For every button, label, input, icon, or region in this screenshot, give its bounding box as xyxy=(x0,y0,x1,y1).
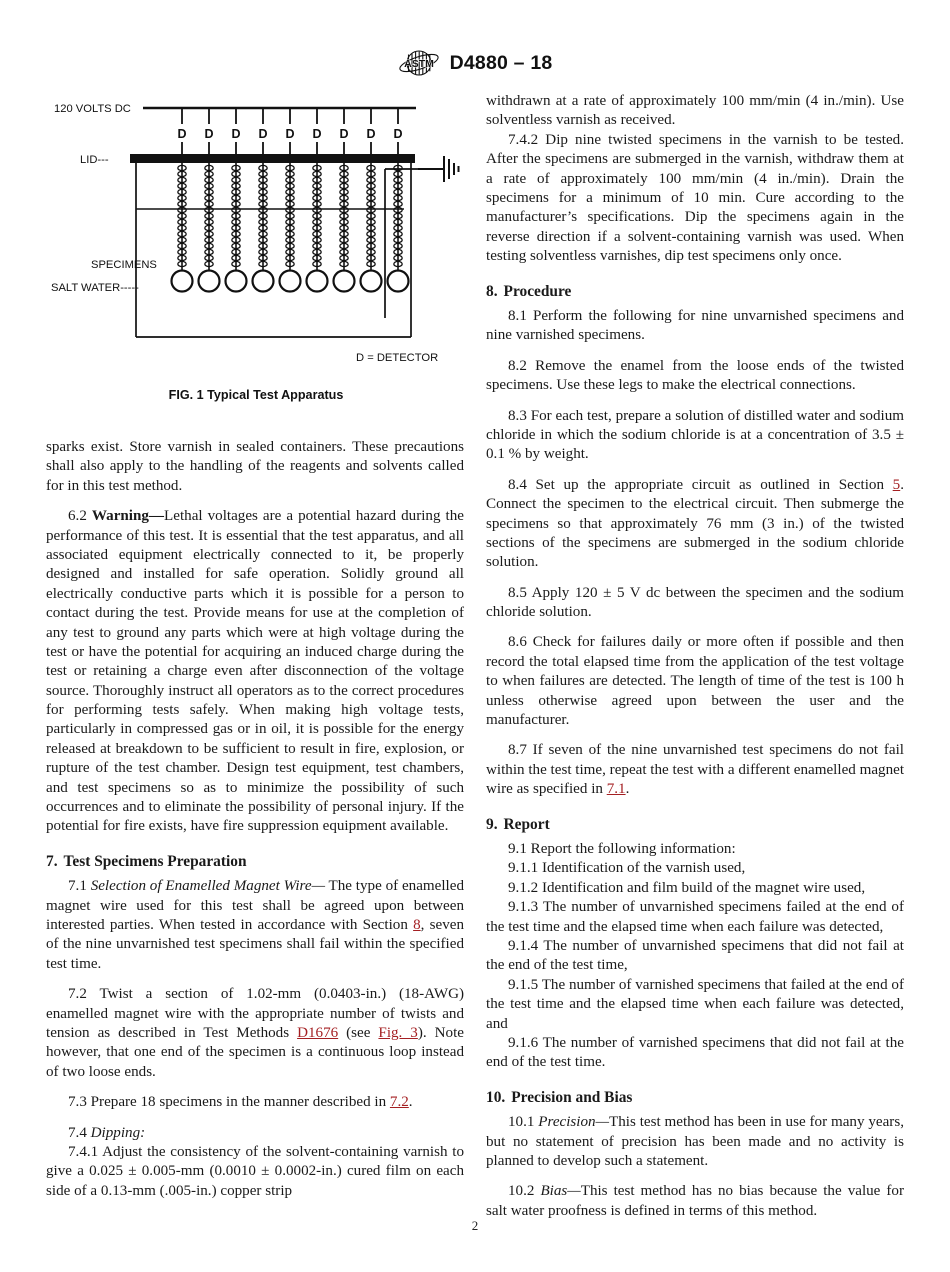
heading-10 xyxy=(486,1089,904,1107)
figure-1 xyxy=(46,92,466,414)
xref-d1676[interactable]: D1676 xyxy=(297,1025,339,1042)
paragraph-text: Identification of the varnish used, xyxy=(538,860,746,877)
paragraph-text: The number of varnished specimens that failed at the end of the test time and the elapsed time when each failure was detected, and xyxy=(486,976,904,1032)
paragraph-number: 8.7 xyxy=(508,742,527,759)
paragraph-text: Twist a section of 1.02-mm (0.0403-in.) (18-AWG) enamelled magnet wire with the appropriate number of twists and tension as described in Test Methods xyxy=(46,986,464,1042)
figure-label-lid: LID--- xyxy=(80,154,109,166)
paragraph-number: 8.4 xyxy=(508,476,527,493)
paragraph-text: The number of unvarnished specimens failed at the end of the test time and the elapsed time when each failure was detected, xyxy=(486,899,904,935)
right-column xyxy=(486,92,904,1221)
heading-8 xyxy=(486,283,904,301)
paragraph-number: 9.1.4 xyxy=(508,938,539,955)
paragraph-text: Dip nine twisted specimens in the varnish to be tested. After the specimens are submerged in the varnish, withdraw them at a rate of approximately 100 mm/min (4 in./min). Drain the specimens for a minimum of 10 min. Cure according to the manufacturer’s specifications. Dip the specimens again in the reverse direction if a solvent-containing varnish was used. When testing solventless varnishes, dip test specimens only once. xyxy=(486,131,904,265)
paragraph-number: 7.1 xyxy=(68,878,87,895)
paragraph-9-1-3 xyxy=(486,898,904,937)
paragraph-7-4 xyxy=(46,1124,464,1143)
warning-label: Warning— xyxy=(91,508,165,525)
page-number: 2 xyxy=(471,1218,479,1233)
paragraph-number: 9.1 xyxy=(508,841,527,858)
paragraph-9-1-1 xyxy=(486,859,904,878)
paragraph-text: Apply 120 ± 5 V dc between the specimen and the sodium chloride solution. xyxy=(486,584,904,621)
paragraph-number: 7.4.1 xyxy=(68,1143,99,1160)
paragraph-6-1-continued: sparks exist. Store varnish in sealed containers. These precautions shall also apply to the handling of the reagents and solvents called for in this test method. xyxy=(46,439,464,494)
figure-label-supply: 120 VOLTS DC xyxy=(54,103,131,115)
paragraph-8-1 xyxy=(486,307,904,346)
heading-7 xyxy=(46,853,464,871)
svg-text:D: D xyxy=(366,127,376,141)
heading-number: 8. xyxy=(486,282,498,300)
svg-text:D: D xyxy=(312,127,322,141)
paragraph-run-in-title: Selection of Enamelled Magnet Wire— xyxy=(90,878,325,895)
paragraph-text: This test method has no bias because the value for salt water proofness is defined in terms of this method. xyxy=(486,1183,905,1219)
paragraph-number: 8.5 xyxy=(508,584,527,601)
paragraph-run-in-title: Dipping: xyxy=(90,1124,146,1141)
paragraph-number: 10.1 xyxy=(508,1114,535,1131)
paragraph-7-3 xyxy=(46,1093,464,1112)
paragraph-text-cont: , seven of the nine unvarnished test specimens shall fail within the specified test time. xyxy=(46,917,464,972)
xref-7-1[interactable]: 7.1 xyxy=(606,781,626,798)
paragraph-8-3 xyxy=(486,407,904,465)
paragraph-number: 9.1.1 xyxy=(508,860,539,877)
paragraph-8-7 xyxy=(486,741,904,799)
paragraph-text: Report the following information: xyxy=(526,841,736,858)
paragraph-8-5 xyxy=(486,584,904,623)
heading-title: Test Specimens Preparation xyxy=(63,852,247,870)
paragraph-text-cont: (see xyxy=(338,1025,379,1042)
paragraph-7-4-2 xyxy=(486,131,904,267)
paragraph-number: 6.2 xyxy=(68,508,87,525)
svg-text:D: D xyxy=(285,127,295,141)
paragraph-text: Adjust the consistency of the solvent-containing varnish to give a 0.025 ± 0.005-mm (0.0010 ± 0.0002-in.) cured film on each side of a 0.13-mm (.005-in.) copper strip xyxy=(46,1143,464,1199)
svg-text:D: D xyxy=(204,127,214,141)
paragraph-text: The type of enamelled magnet wire used for this test shall be agreed upon between interested parties. When tested in accordance with Section xyxy=(46,878,464,934)
heading-number: 7. xyxy=(46,852,58,870)
paragraph-9-1-4 xyxy=(486,937,904,976)
paragraph-number: 9.1.5 xyxy=(508,976,539,993)
paragraph-8-2 xyxy=(486,357,904,396)
paragraph-number: 7.4 xyxy=(68,1124,87,1141)
svg-text:D: D xyxy=(177,127,187,141)
paragraph-text: This test method has been in use for many years, but no statement of precision has been made and no activity is planned to develop such a statement. xyxy=(486,1114,904,1170)
paragraph-8-6 xyxy=(486,633,904,730)
paragraph-text: The number of varnished specimens that did not fail at the end of the test time. xyxy=(486,1034,904,1071)
heading-number: 10. xyxy=(486,1088,506,1106)
paragraph-7-4-1 xyxy=(46,1143,464,1201)
page-header xyxy=(0,50,950,84)
paragraph-text-end: ). Note however, that one end of the specimen is a continuous loop instead of two loose ends. xyxy=(46,1025,464,1080)
paragraph-number: 7.3 xyxy=(68,1094,87,1111)
paragraph-text: Check for failures daily or more often if possible and then record the total elapsed time from the application of the test voltage to when failures are detected. The length of time of the test is 100 h unless otherwise agreed upon between the user and the manufacturer. xyxy=(486,634,904,729)
xref-section-8[interactable]: 8 xyxy=(413,917,421,934)
paragraph-text-end: . xyxy=(625,781,630,798)
left-column xyxy=(46,438,464,1201)
svg-text:ASTM: ASTM xyxy=(403,58,434,70)
astm-logo-icon xyxy=(398,50,440,76)
paragraph-6-2 xyxy=(46,507,464,837)
heading-9 xyxy=(486,816,904,834)
paragraph-7-2 xyxy=(46,985,464,1082)
paragraph-number: 8.3 xyxy=(508,407,527,424)
paragraph-9-1-2 xyxy=(486,879,904,898)
paragraph-text: Prepare 18 specimens in the manner described in xyxy=(86,1094,390,1111)
heading-title: Precision and Bias xyxy=(511,1088,633,1106)
paragraph-number: 8.2 xyxy=(508,357,527,374)
xref-fig-3[interactable]: Fig. 3 xyxy=(378,1025,418,1042)
figure-caption: FIG. 1 Typical Test Apparatus xyxy=(168,388,344,402)
paragraph-9-1-6 xyxy=(486,1034,904,1073)
xref-section-5[interactable]: 5 xyxy=(892,476,901,493)
paragraph-10-1 xyxy=(486,1113,904,1171)
paragraph-9-1 xyxy=(486,840,904,859)
heading-number: 9. xyxy=(486,815,498,833)
svg-text:D: D xyxy=(231,127,241,141)
paragraph-number: 9.1.3 xyxy=(508,899,539,916)
paragraph-text-cont: . Connect the specimen to the electrical circuit. Then submerge the specimens so that approximately 76 mm (3 in.) of the twisted sections of the specimens are submerged in the sodium chloride solution. xyxy=(486,476,904,571)
figure-legend-detector: D = DETECTOR xyxy=(356,352,439,364)
svg-text:D: D xyxy=(393,127,403,141)
paragraph-7-4-1-continued: withdrawn at a rate of approximately 100 mm/min (4 in./min). Use solventless varnish as received. xyxy=(486,93,904,129)
paragraph-text: For each test, prepare a solution of distilled water and sodium chloride in which the sodium chloride is at a concentration of 3.5 ± 0.1 % by weight. xyxy=(486,407,904,463)
paragraph-7-1 xyxy=(46,877,464,974)
paragraph-text: The number of unvarnished specimens that did not fail at the end of the test time, xyxy=(486,938,904,974)
paragraph-number: 9.1.6 xyxy=(508,1034,539,1051)
heading-title: Procedure xyxy=(503,282,572,300)
paragraph-number: 7.4.2 xyxy=(508,131,539,148)
paragraph-number: 9.1.2 xyxy=(508,879,539,896)
paragraph-text: Lethal voltages are a potential hazard during the performance of this test. It is essential that the test apparatus, and all associated equipment electrically connected to it, be properly designed and installed for safe operation. Solidly ground all electrically conductive parts which it is possible for a person to contact during the test. Provide means for use at the completion of any test to ground any parts which were at high voltage during the test or have the potential for acquiring an induced charge during the test or retaining a charge even after disconnection of the voltage source. Thoroughly instruct all operators as to the correct procedures for performing tests safely. When making high voltage tests, particularly in compressed gas or in oil, it is possible for the energy released at breakdown to be sufficient to result in fire, explosion, or rupture of the test chamber. Design test equipment, test chambers, and test specimens so as to minimize the possibility of such occurrences and to eliminate the possibility of personal injury. If the potential for fire exists, have fire suppression equipment available. xyxy=(46,508,464,835)
paragraph-number: 7.2 xyxy=(68,986,87,1003)
document-designation: D4880 – 18 xyxy=(449,51,553,74)
figure-label-specimens: SPECIMENS xyxy=(91,259,157,271)
paragraph-text: If seven of the nine unvarnished test specimens do not fail within the test time, repeat the test with a different enamelled magnet wire as specified in xyxy=(486,742,905,798)
svg-text:D: D xyxy=(258,127,268,141)
paragraph-text: Remove the enamel from the loose ends of the twisted specimens. Use these legs to make the electrical connections. xyxy=(486,357,904,394)
paragraph-number: 8.6 xyxy=(508,634,527,651)
figure-label-saltwater: SALT WATER----- xyxy=(51,282,139,294)
paragraph-run-in-title: Bias— xyxy=(540,1183,581,1200)
xref-7-2[interactable]: 7.2 xyxy=(389,1094,409,1111)
paragraph-10-2 xyxy=(486,1182,904,1221)
heading-title: Report xyxy=(503,815,550,833)
paragraph-8-4 xyxy=(486,476,904,573)
svg-text:D: D xyxy=(339,127,349,141)
paragraph-number: 8.1 xyxy=(508,308,527,324)
paragraph-text: Identification and film build of the magnet wire used, xyxy=(538,879,866,896)
paragraph-text-end: . xyxy=(408,1094,413,1111)
paragraph-number: 10.2 xyxy=(508,1183,535,1200)
paragraph-text: Perform the following for nine unvarnished specimens and nine varnished specimens. xyxy=(486,308,904,344)
paragraph-run-in-title: Precision— xyxy=(538,1114,609,1131)
paragraph-9-1-5 xyxy=(486,976,904,1034)
paragraph-text: Set up the appropriate circuit as outlined in Section xyxy=(526,476,893,493)
